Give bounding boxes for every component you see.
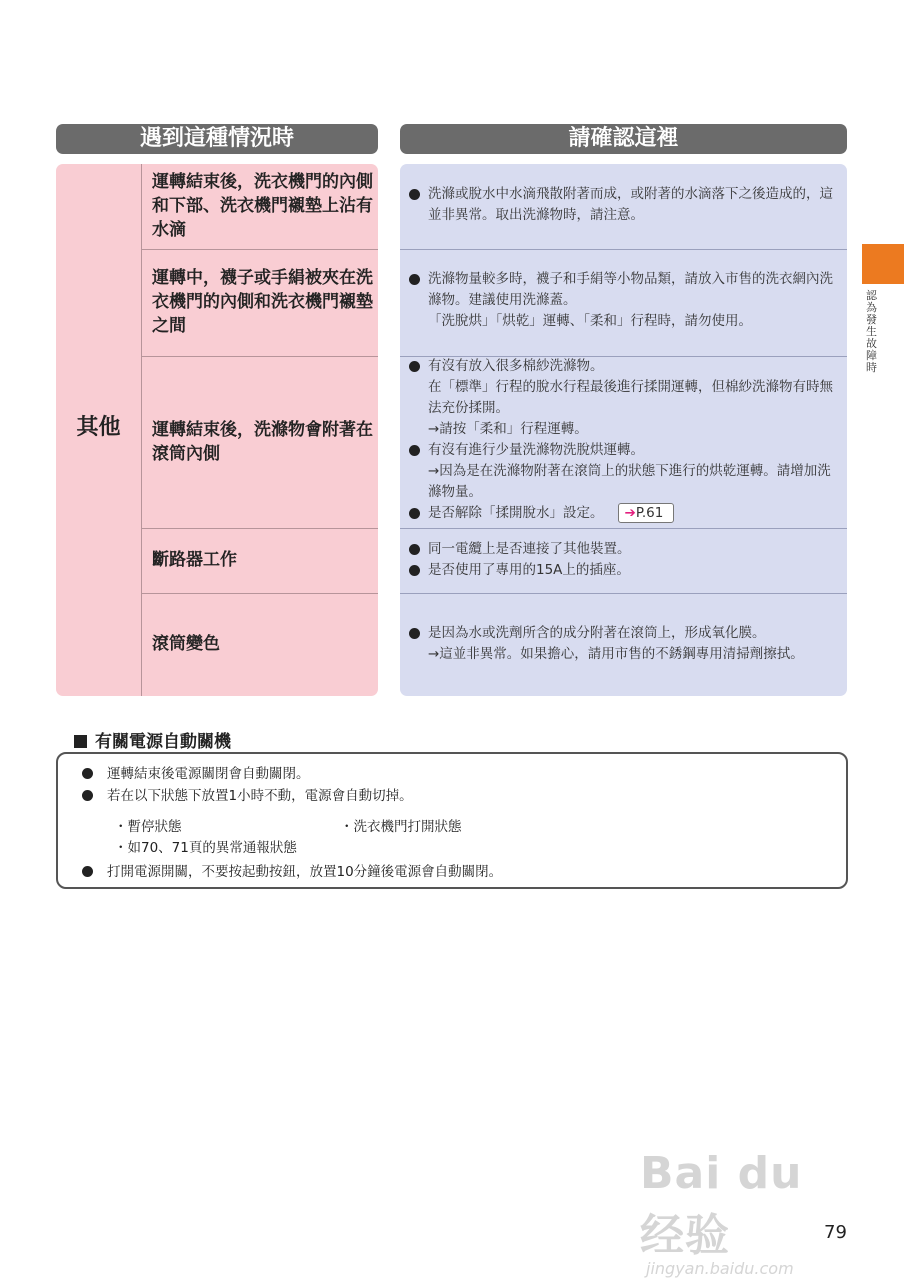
arrow-right-icon: ➔ [624,505,636,521]
check-item [408,311,840,332]
bullet-icon [409,361,420,372]
check-text: 洗滌或脫水中水滴飛散附著而成，或附著的水滴落下之後造成的，這並非異常。取出洗滌物時，請注意。 [428,186,833,223]
check-item [408,269,840,311]
check-text: 有沒有進行少量洗滌物洗脫烘運轉。 [428,442,644,458]
column-header-check: 請確認這裡 [400,124,847,154]
notice-subitem: ・暫停狀態 [114,819,182,835]
check-text: 是否解除「揉開脫水」設定。 [428,505,604,521]
side-tab-label: 認為發生故障時 [866,289,877,374]
notice-text: 若在以下狀態下放置1小時不動，電源會自動切掉。 [107,788,413,804]
check-text: 同一電纜上是否連接了其他裝置。 [428,541,631,557]
section-title [74,727,231,752]
row-divider [141,593,378,594]
bullet-icon [82,866,93,877]
check-cell [408,623,840,665]
check-item [408,461,840,503]
square-bullet-icon [74,735,87,748]
bullet-icon [409,189,420,200]
bullet-icon [409,565,420,576]
check-item [408,623,840,644]
check-text: 是否使用了專用的15A上的插座。 [428,562,630,578]
check-item [408,503,840,524]
situation-text: 運轉中，襪子或手絹被夾在洗衣機門的內側和洗衣機門襯墊之間 [152,268,373,336]
bullet-icon [82,768,93,779]
bullet-icon [409,274,420,285]
notice-text: 打開電源開關，不要按起動按鈕，放置10分鐘後電源會自動關閉。 [107,864,503,880]
check-cell [408,184,840,226]
page-reference-label: P.61 [635,505,664,521]
page-number: 79 [824,1222,847,1243]
check-text: →請按「柔和」行程運轉。 [428,421,588,437]
row-divider [141,528,378,529]
check-item [408,560,840,581]
bullet-icon [409,628,420,639]
column-header-situation: 遇到這種情況時 [56,124,378,154]
notice-item [82,860,502,880]
notice-subitem: ・洗衣機門打開狀態 [340,819,462,835]
check-item [408,184,840,226]
situation-text: 運轉結束後，洗滌物會附著在滾筒內側 [152,420,373,464]
page-reference-link[interactable] [618,503,675,523]
check-item [408,440,840,461]
check-text: →因為是在洗滌物附著在滾筒上的狀態下進行的烘乾運轉。請增加洗滌物量。 [428,463,831,500]
bullet-icon [409,508,420,519]
check-item [408,419,840,440]
bullet-icon [409,544,420,555]
bullet-icon [82,790,93,801]
check-text: 在「標準」行程的脫水行程最後進行揉開運轉，但棉紗洗滌物有時無法充份揉開。 [428,379,833,416]
category-label: 其他 [76,415,121,440]
row-divider [141,249,378,250]
check-item [408,377,840,419]
watermark-url: jingyan.baidu.com [646,1259,794,1278]
check-text: 有沒有放入很多棉紗洗滌物。 [428,358,604,374]
section-title-text: 有關電源自動關機 [95,732,231,752]
check-item [408,644,840,665]
row-divider [400,249,847,250]
situation-text: 滾筒變色 [152,634,220,654]
check-item [408,356,840,377]
section-tab [862,244,904,284]
row-divider [400,528,847,529]
check-text: 是因為水或洗劑所含的成分附著在滾筒上，形成氧化膜。 [428,625,766,641]
check-text: 「洗脫烘」「烘乾」運轉、「柔和」行程時，請勿使用。 [428,313,752,329]
check-text: 洗滌物量較多時，襪子和手絹等小物品類，請放入市售的洗衣網內洗滌物。建議使用洗滌蓋。 [428,271,833,308]
watermark [640,1148,850,1278]
row-divider [141,356,378,357]
check-item [408,539,840,560]
notice-text: 運轉結束後電源關閉會自動關閉。 [107,766,310,782]
category-divider [141,164,142,696]
check-cell [408,356,840,524]
bullet-icon [409,445,420,456]
notice-item [82,784,413,804]
check-cell [408,539,840,581]
situation-text: 斷路器工作 [152,550,237,570]
notice-subitem: ・如70、71頁的異常通報狀態 [114,840,297,856]
notice-item [82,762,310,782]
watermark-logo: Bai du 经验 [640,1148,803,1261]
row-divider [400,593,847,594]
situation-text: 運轉結束後，洗衣機門的內側和下部、洗衣機門襯墊上沾有水滴 [152,172,373,240]
check-cell [408,269,840,332]
check-text: →這並非異常。如果擔心，請用市售的不銹鋼專用清掃劑擦拭。 [428,646,804,662]
